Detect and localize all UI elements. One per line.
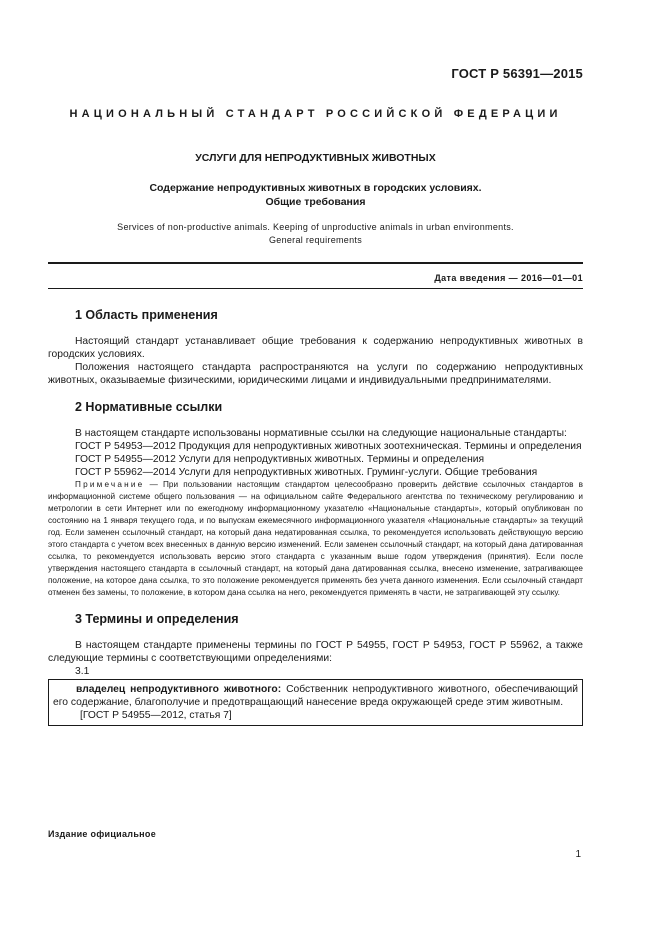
english-title-line-2: General requirements [268,235,363,245]
paragraph: Настоящий стандарт устанавливает общие требования к содержанию непродуктивных животных в городских условиях. [48,336,583,360]
term-name: владелец непродуктивного животного: [76,684,282,695]
section-heading: 1 Область применения [75,308,218,322]
note-label: Примечание [75,480,145,489]
clause-number: 3.1 [75,666,90,677]
national-standard-banner: НАЦИОНАЛЬНЫЙ СТАНДАРТ РОССИЙСКОЙ ФЕДЕРАЦИИ [69,108,562,120]
section-scope [48,309,583,387]
reference-item: ГОСТ Р 54955—2012 Услуги для непродуктивных животных. Термины и определения [75,454,485,465]
term-definition-box [48,679,583,726]
page-number: 1 [575,849,581,860]
title-divider-thick [48,262,583,264]
note-text: — При пользовании настоящим стандартом целесообразно проверить действие ссылочных стандартов в информационной системе общего пользования — на официальном сайте Федерального агентства по техническому регулированию и метрологии в сети Интернет или по ежегодному информационному указателю «Национальные стандарты», который опубликован по состоянию на 1 января текущего года, и по выпускам ежемесячного информационного указателя «Национальные стандарты» за текущий год. Если заменен ссылочный стандарт, на который дана недатированная ссылка, то рекомендуется использовать действующую версию этого стандарта с учетом всех внесенных в данную версию изменений. Если заменен ссылочный стандарт, на который дана датированная ссылка, то рекомендуется использовать версию этого стандарта с указанным выше годом утверждения (принятия). Если после утверждения настоящего стандарта в ссылочный стандарт, на который дана датированная ссылка, внесено изменение, затрагивающее положение, на которое дана ссылка, то это положение рекомендуется применять без учета данного изменения. Если ссылочный стандарт отменен без замены, то положение, в котором дана ссылка на него, рекомендуется применять в части, не затрагивающей эту ссылку. [48,480,583,597]
subtitle-line-1: Содержание непродуктивных животных в городских условиях. [149,182,482,194]
section-heading: 2 Нормативные ссылки [75,400,223,414]
section-normative-references [48,401,583,599]
english-title-line-1: Services of non-productive animals. Keeping of unproductive animals in urban environments. [117,222,514,232]
document-subtitle [48,181,583,209]
reference-item: ГОСТ Р 55962—2014 Услуги для непродуктивных животных. Груминг-услуги. Общие требования [75,467,538,478]
reference-item: ГОСТ Р 54953—2012 Продукция для непродуктивных животных зоотехническая. Термины и определения [75,441,582,452]
note [48,479,583,599]
document-body [48,309,583,740]
term-text: Собственник непродуктивного животного, обеспечивающий его содержание, благополучие и предотвращающий нанесение вреда окружающей среде этим животным. [53,684,579,708]
section-terms [48,613,583,726]
paragraph: В настоящем стандарте использованы нормативные ссылки на следующие национальные стандарты: [75,428,567,439]
document-title: УСЛУГИ ДЛЯ НЕПРОДУКТИВНЫХ ЖИВОТНЫХ [195,152,436,164]
paragraph: Положения настоящего стандарта распространяются на услуги по содержанию непродуктивных животных, оказываемые физическими, юридическими лицами и индивидуальными предпринимателями. [48,362,583,386]
term-definition [53,683,578,709]
section-heading: 3 Термины и определения [75,612,239,626]
subtitle-line-2: Общие требования [265,196,366,208]
document-code: ГОСТ Р 56391—2015 [451,66,583,81]
title-divider-thin [48,288,583,289]
edition-label: Издание официальное [48,829,157,839]
paragraph: В настоящем стандарте применены термины по ГОСТ Р 54955, ГОСТ Р 54953, ГОСТ Р 55962, а также следующие термины с соответствующими определениями: [48,640,583,664]
introduction-date: Дата введения — 2016—01—01 [434,273,583,283]
english-title [48,221,583,247]
term-source: [ГОСТ Р 54955—2012, статья 7] [80,710,232,721]
